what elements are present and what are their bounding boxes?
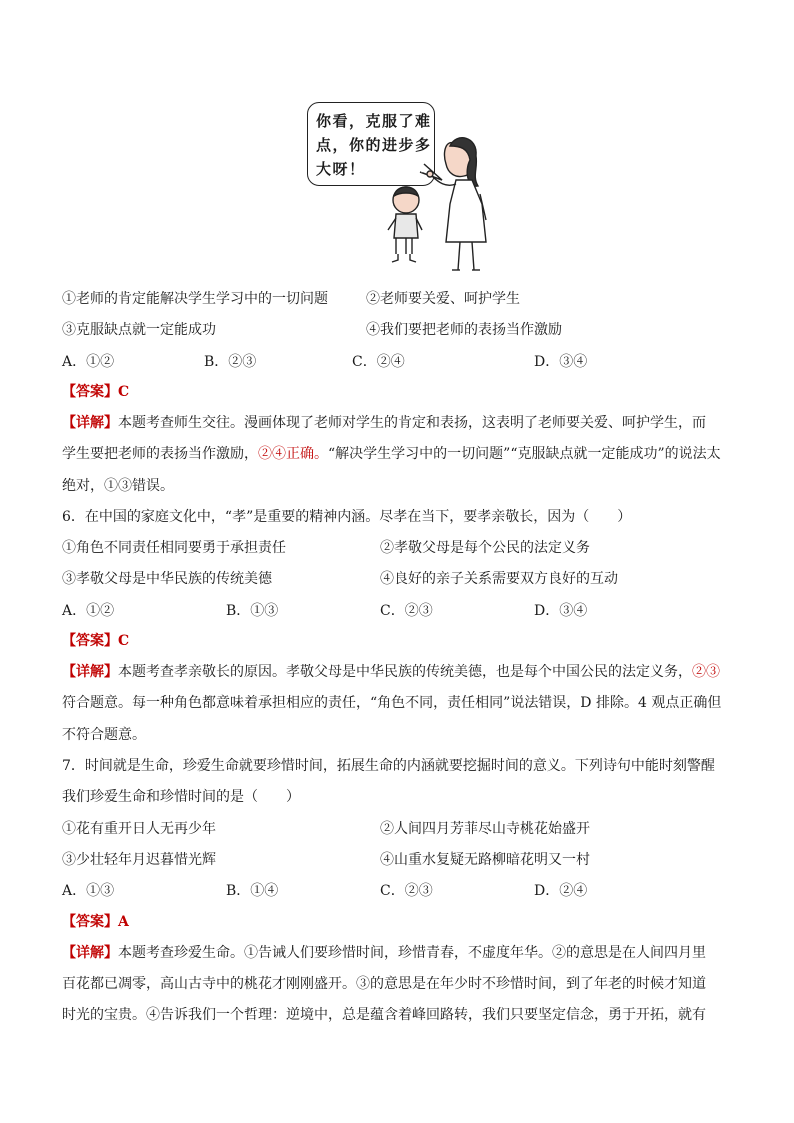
q7-answer xyxy=(62,912,129,932)
q7-detail-line-1 xyxy=(62,943,706,963)
detail-tag: 【详解】 xyxy=(62,664,118,680)
q5-option-3: ③克服缺点就一定能成功 xyxy=(62,322,216,338)
q5-choice-a: A．①② xyxy=(62,354,115,370)
bubble-line: 点，你的进步多 xyxy=(316,136,432,154)
q6-choice-b: B．①③ xyxy=(226,603,279,619)
q6-detail-line-2: 符合题意。每一种角色都意味着承担相应的责任，“角色不同，责任相同”说法错误，D 排除。4 观点正确但 xyxy=(62,695,722,711)
cartoon-illustration xyxy=(300,102,510,280)
detail-highlight: ②③ xyxy=(692,664,720,680)
answer-tag: 【答案】 xyxy=(62,384,118,400)
q5-answer xyxy=(62,382,129,402)
q5-option-1: ①老师的肯定能解决学生学习中的一切问题 xyxy=(62,291,328,307)
q5-detail-line-1 xyxy=(62,413,706,433)
q5-choice-c: C．②④ xyxy=(352,354,405,370)
answer-value: C xyxy=(118,384,130,400)
q6-choice-c: C．②③ xyxy=(380,603,433,619)
q7-choice-b: B．①④ xyxy=(226,883,279,899)
q7-option-1: ①花有重开日人无再少年 xyxy=(62,821,216,837)
q7-option-3: ③少壮轻年月迟暮惜光辉 xyxy=(62,852,216,868)
q6-option-4: ④良好的亲子关系需要双方良好的互动 xyxy=(380,571,618,587)
detail-text: 学生要把老师的表扬当作激励， xyxy=(62,446,258,462)
detail-text: 本题考查师生交往。漫画体现了老师对学生的肯定和表扬，这表明了老师要关爱、呵护学生，而 xyxy=(118,415,706,431)
q6-detail-line-3: 不符合题意。 xyxy=(62,727,146,743)
q6-answer xyxy=(62,631,129,651)
q5-choice-b: B．②③ xyxy=(204,354,257,370)
q7-option-2: ②人间四月芳菲尽山寺桃花始盛开 xyxy=(380,821,590,837)
q6-choice-a: A．①② xyxy=(62,603,115,619)
bubble-line: 大呀！ xyxy=(316,160,366,178)
q5-option-4: ④我们要把老师的表扬当作激励 xyxy=(366,322,562,338)
detail-highlight: ②④正确。 xyxy=(258,446,328,462)
detail-tag: 【详解】 xyxy=(62,945,118,961)
q6-detail-line-1 xyxy=(62,662,720,682)
q6-stem: 6．在中国的家庭文化中，“孝”是重要的精神内涵。尽孝在当下，要孝亲敬长，因为（ ） xyxy=(62,509,632,525)
answer-tag: 【答案】 xyxy=(62,633,118,649)
q7-choice-d: D．②④ xyxy=(534,883,588,899)
bubble-line: 你看，克服了难 xyxy=(316,112,432,130)
q7-stem-line-2: 我们珍爱生命和珍惜时间的是（ ） xyxy=(62,789,300,805)
q7-choice-a: A．①③ xyxy=(62,883,115,899)
detail-text: 本题考查孝亲敬长的原因。孝敬父母是中华民族的传统美德，也是每个中国公民的法定义务， xyxy=(118,664,692,680)
q7-detail-line-2: 百花都已凋零，高山古寺中的桃花才刚刚盛开。③的意思是在年少时不珍惜时间，到了年老的时候才知道 xyxy=(62,976,706,992)
q7-detail-line-3: 时光的宝贵。④告诉我们一个哲理：逆境中，总是蕴含着峰回路转，我们只要坚定信念，勇于开拓，就有 xyxy=(62,1007,706,1023)
q7-choice-c: C．②③ xyxy=(380,883,433,899)
answer-value: A xyxy=(118,914,129,930)
q6-option-1: ①角色不同责任相同要勇于承担责任 xyxy=(62,540,286,556)
detail-text: 本题考查珍爱生命。①告诫人们要珍惜时间，珍惜青春，不虚度年华。②的意思是在人间四月里 xyxy=(118,945,706,961)
q5-option-2: ②老师要关爱、呵护学生 xyxy=(366,291,520,307)
teacher-child-drawing xyxy=(300,102,510,280)
answer-value: C xyxy=(118,633,130,649)
q5-choice-d: D．③④ xyxy=(534,354,588,370)
q7-stem-line-1: 7．时间就是生命，珍爱生命就要珍惜时间，拓展生命的内涵就要挖掘时间的意义。下列诗句中能时刻警醒 xyxy=(62,758,715,774)
q5-detail-line-2 xyxy=(62,444,721,464)
q6-option-2: ②孝敬父母是每个公民的法定义务 xyxy=(380,540,590,556)
q6-choice-d: D．③④ xyxy=(534,603,588,619)
q6-option-3: ③孝敬父母是中华民族的传统美德 xyxy=(62,571,272,587)
q7-option-4: ④山重水复疑无路柳暗花明又一村 xyxy=(380,852,590,868)
answer-tag: 【答案】 xyxy=(62,914,118,930)
q5-detail-line-3: 绝对，①③错误。 xyxy=(62,478,174,494)
detail-tag: 【详解】 xyxy=(62,415,118,431)
detail-text: “解决学生学习中的一切问题”“克服缺点就一定能成功”的说法太 xyxy=(328,446,721,462)
